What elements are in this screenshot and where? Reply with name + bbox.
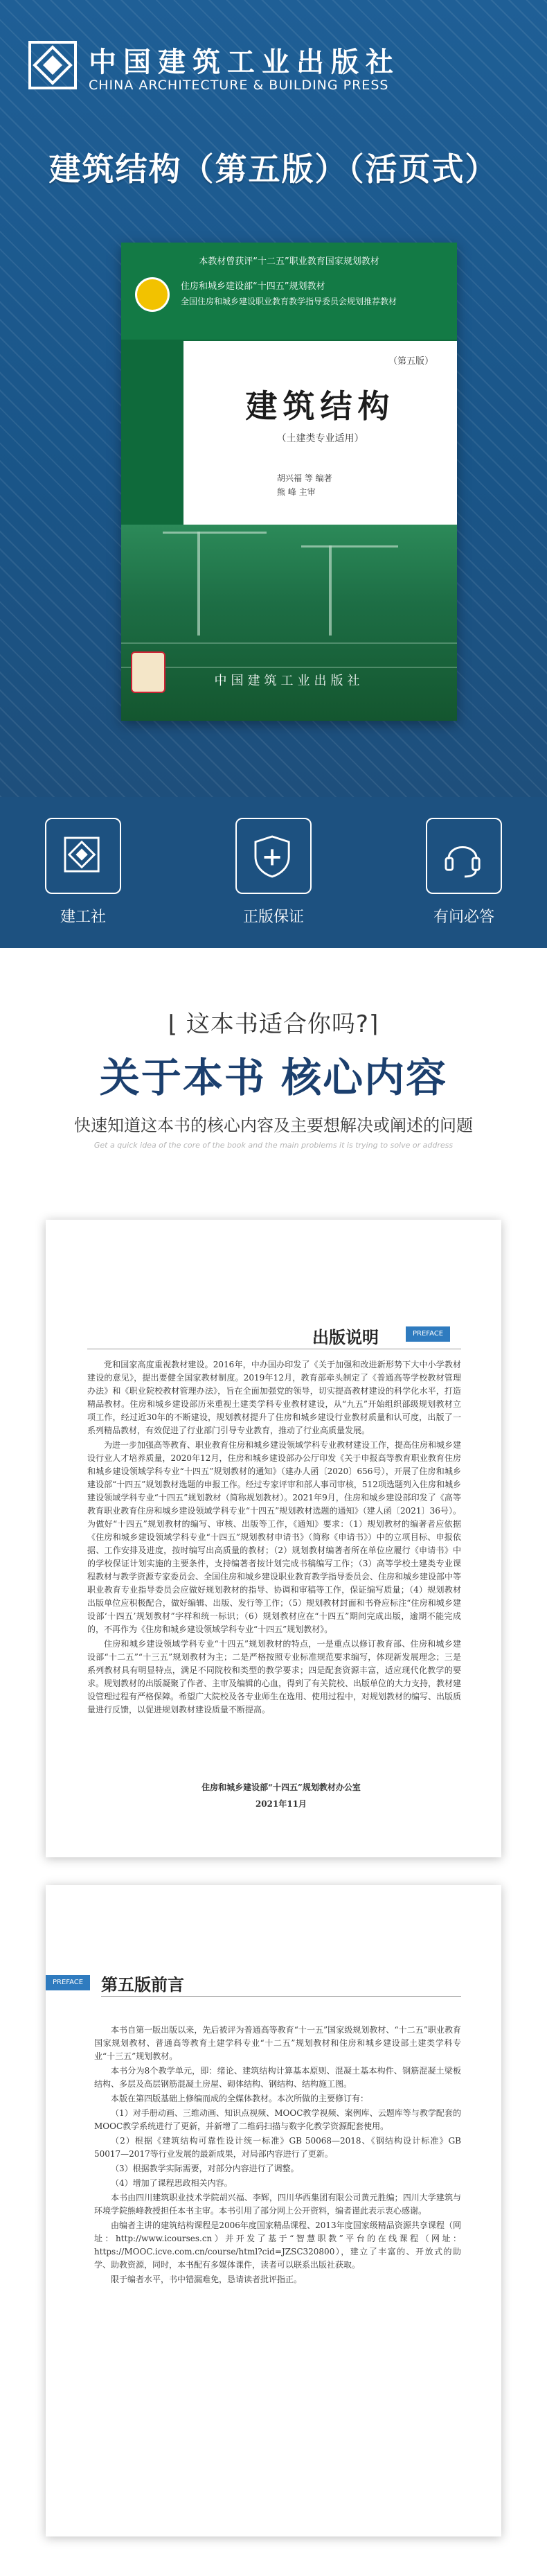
paragraph: 住房和城乡建设领域学科专业“十四五”规划教材的特点，一是重点以修订教育部、住房和城乡建设部“十二五”“十三五”规划教材为主；二是严格按照专业标准规范要求编写，体现新发展理念；三是系列教材具有明显特点，满足不同院校和类型的教学要求；四是配套资源丰富，适应现代化教学的要求。规划教材的出版凝聚了作者、主审及编辑的心血，得到了有关院校、出版单位的大力支持，教材建设管理过程有严格保障。希望广大院校及各专业师生在选用、使用过程中，对规划教材的编写、出版质量进行反馈，以促进规划教材建设质量不断提高。 [87,1639,461,1715]
paragraph: 本书由四川建筑职业技术学院胡兴福、李辉，四川华西集团有限公司黄元胜编；四川大学建筑与环境学院熊峰教授担任本书主审。本书引用了部分网上公开资料，编者谨此表示衷心感谢。 [94,2193,461,2216]
page-tab-label: PREFACE [406,1326,450,1342]
paragraph: （1）对手册动画、三维动画、知识点视频、MOOC教学视频、案例库、云题库等与教学配套的MOOC教学系统进行了更新，并新增了二维码扫描与数字化教学资源配套使用。 [94,2108,461,2131]
cover-author2: 熊 峰 主审 [277,487,316,497]
publisher-name-en: CHINA ARCHITECTURE & BUILDING PRESS [89,78,389,93]
paragraph: （4）增加了课程思政相关内容。 [111,2178,233,2188]
intro-tagline: ⌊ 这本书适合你吗?⌉ [168,1010,379,1038]
hero-banner [0,0,547,797]
headset-icon [427,819,501,893]
service-item-publisher[interactable] [42,818,125,927]
cover-plan-line1: 住房和城乡建设部“十四五”规划教材 [181,281,325,292]
cover-plan-line2: 全国住房和城乡建设职业教育教学指导委员会规划推荐教材 [181,297,397,306]
service-label: 建工社 [60,909,106,926]
intro-english-subtitle: Get a quick idea of the core of the book and the main problems it is trying to solve or address [93,1141,454,1150]
building-line [121,642,457,644]
service-item-genuine[interactable] [232,818,315,927]
cover-subtitle: （土建类专业适用） [276,433,364,444]
cover-construction-photo [121,525,457,721]
page-body [87,1358,461,1760]
paragraph: 由编者主讲的建筑结构课程是2006年度国家精品课程、2013年度国家级精品资源共享课程（网址：http://www.icourses.cn）并开发了基于“智慧职教”平台的在线课程（网址：https://MOOC.icve.com.cn/course/html?cid=JZSC320800），建立了丰富的、开放式的助学、助教资源，同时，本书配有多媒体课件，读者可以联系出版社获取。 [94,2220,461,2270]
shield-plus-icon [237,819,310,893]
service-icon-box [426,818,502,894]
paragraph: 本书分为8个教学单元，即：绪论、建筑结构计算基本原则、混凝土基本构件、钢筋混凝土梁板结构、多层及高层钢筋混凝土房屋、砌体结构、钢结构、结构施工图。 [94,2066,461,2089]
crane-jib [301,545,398,547]
cover-edition: （第五版） [388,356,433,367]
crane-mast [329,545,332,636]
page-heading: 第五版前言 [101,1974,184,1995]
cover-title: 建筑结构 [245,387,395,425]
service-item-qa[interactable] [422,818,505,927]
book-title-banner: 建筑结构（第五版）（活页式） [48,150,499,188]
page-rule [101,1996,461,1997]
cover-badge-icon [135,277,170,312]
crane-jib [163,532,267,534]
service-label: 有问必答 [433,909,494,926]
page-body [94,2024,461,2509]
cover-author1: 胡兴福 等 编著 [277,473,332,483]
page-tab-label: PREFACE [46,1975,90,1990]
paragraph: 党和国家高度重视教材建设。2016年，中办国办印发了《关于加强和改进新形势下大中小学教材建设的意见》，提出要健全国家教材制度。2019年12月，教育部牵头制定了《普通高等学校教材管理办法》和《职业院校教材管理办法》，旨在全面加强党的领导，切实提高教材建设的科学化水平，打造精品教材。住房和城乡建设部历来重视土建类学科专业教材建设，从“九五”开始组织部级规划教材立项工作，经过近30年的不断建设，规划教材提升了住房和城乡建设行业教材质量和认可度，出版了一系列精品教材，有效促进了行业部门引导专业教育，推动了行业高质量发展。 [87,1360,461,1435]
service-icon-box [235,818,312,894]
intro-description: 快速知道这本书的核心内容及主要想解决或阐述的问题 [74,1116,473,1135]
publisher-name-cn: 中国建筑工业出版社 [89,46,400,78]
publisher-logo-icon [28,40,78,90]
sample-page-publication-notes [46,1220,501,1857]
service-bar [0,797,547,948]
intro-title: 关于本书 核心内容 [99,1054,448,1101]
crane-mast [197,532,200,636]
service-icon-box [45,818,121,894]
paragraph: （2）根据《建筑结构可靠性设计统一标准》GB 50068—2018、《钢结构设计标准》GB 50017—2017等行业发展的最新成果，对局部内容进行了更新。 [94,2136,461,2159]
paragraph: 本版在第四版基础上修编而成的全媒体教材。本次所做的主要修订有： [111,2094,369,2103]
paragraph: （3）根据教学实际需要，对部分内容进行了调整。 [111,2164,299,2173]
page-heading: 出版说明 [312,1327,379,1347]
page-signature-org: 住房和城乡建设部“十四五”规划教材办公室 [201,1782,361,1792]
paragraph: 为进一步加强高等教育、职业教育住房和城乡建设领域学科专业教材建设工作，提高住房和城乡建设行业人才培养质量，2020年12月，住房和城乡建设部办公厅印发《关于申报高等教育职业教育住房和城乡建设领域学科专业“十四五”规划教材的通知》（建办人函〔2020〕656号），开展了住房和城乡建设部“十四五”规划教材选题的申报工作。经过专家评审和部人事司审核，512项选题列入住房和城乡建设领域学科专业“十四五”规划教材（简称规划教材）。2021年9月，住房和城乡建设部印发了《高等教育职业教育住房和城乡建设领域学科专业“十四五”规划教材选题的通知》（建人函〔2021〕36号）。为做好“十四五”规划教材的编写、审核、出版等工作，《通知》要求：（1）规划教材的编著者应依据《住房和城乡建设领域学科专业“十四五”规划教材申请书》（简称《申请书》）中的立项目标、申报依据、工作安排及进度，按时编写出高质量的教材；（2）规划教材编著者所在单位应履行《申请书》中的学校保证计划实施的主要条件，支持编著者按计划完成书稿编写工作；（3）高等学校土建类专业课程教材与教学资源专家委员会、全国住房和城乡建设职业教育教学指导委员会、住房和城乡建设部中等职业教育专业指导委员会应做好规划教材的指导、协调和审稿等工作，保证编写质量；（4）规划教材出版单位应积极配合，做好编辑、出版、发行等工作；（5）规划教材封面和书脊应标注“住房和城乡建设部‘十四五’规划教材”字样和统一标识；（6）规划教材应在“十四五”期间完成出版，逾期不能完成的，不再作为《住房和城乡建设领域学科专业“十四五”规划教材》。 [87,1440,461,1634]
paragraph: 本书自第一版出版以来，先后被评为普通高等教育“十一五”国家级规划教材、“十二五”职业教育国家规划教材、普通高等教育土建学科专业“十二五”规划教材和住房和城乡建设部土建类学科专业“十三五”规划教材。 [94,2025,461,2061]
sample-page-preface [46,1885,501,2536]
cover-publisher-mark: 中国建筑工业出版社 [214,674,364,688]
paragraph: 限于编者水平，书中错漏难免，恳请读者批评指正。 [111,2275,303,2284]
page-signature-date: 2021年11月 [255,1799,307,1809]
service-label: 正版保证 [242,909,304,926]
cover-authors [277,471,332,499]
building-line [121,667,457,668]
publisher-logo-icon [46,819,120,893]
cover-title-panel [183,341,457,525]
book-cover [121,243,457,721]
cover-series-text: 本教材曾获评“十二五”职业教育国家规划教材 [199,256,379,267]
